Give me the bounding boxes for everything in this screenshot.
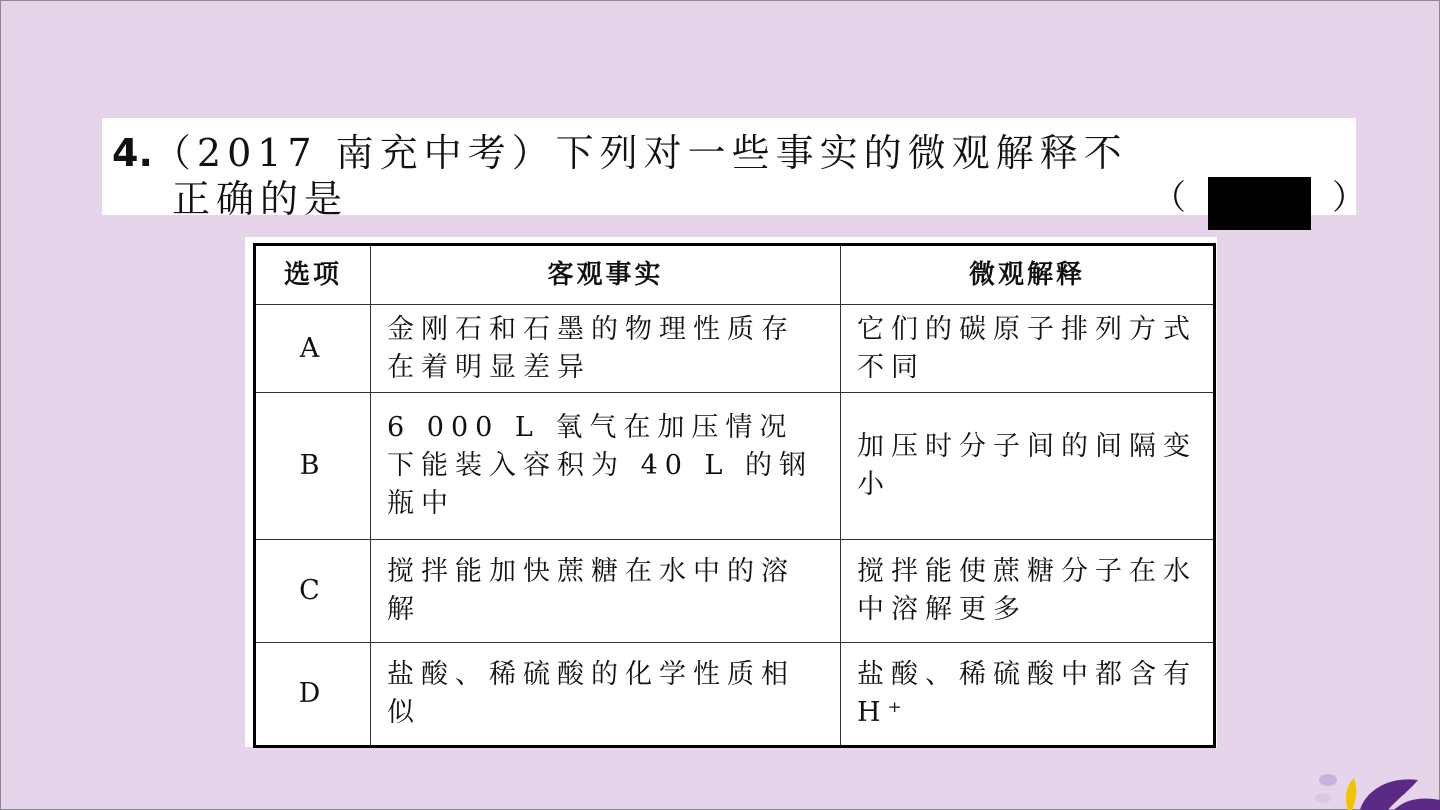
row-fact: 金刚石和石墨的物理性质存在着明显差异 [371,305,841,393]
row-explanation: 它们的碳原子排列方式不同 [841,305,1215,393]
header-fact: 客观事实 [371,245,841,305]
table-row [255,305,1215,393]
table-header-row [255,245,1215,305]
row-option: B [255,393,371,540]
row-explanation: 搅拌能使蔗糖分子在水中溶解更多 [841,540,1215,643]
header-option: 选项 [255,245,371,305]
question-text-1: （2017 南充中考）下列对一些事实的微观解释不 [152,131,1128,175]
question-number: 4. [112,131,153,175]
table-row [255,540,1215,643]
question-box [102,118,1366,221]
logo-lavender-petal [1319,774,1337,786]
row-explanation: 盐酸、稀硫酸中都含有 H⁺ [841,643,1215,747]
answer-paren-open: （ [1152,178,1186,218]
row-fact: 搅拌能加快蔗糖在水中的溶解 [371,540,841,643]
corner-logo [1290,740,1440,810]
logo-purple-base [1394,798,1440,810]
row-explanation: 加压时分子间的间隔变小 [841,393,1215,540]
row-fact: 盐酸、稀硫酸的化学性质相似 [371,643,841,747]
header-explanation: 微观解释 [841,245,1215,305]
answer-mask [1208,177,1311,230]
logo-light-petal [1315,793,1331,803]
answer-paren-close: ） [1332,178,1366,218]
row-option: C [255,540,371,643]
logo-yellow-petal [1346,778,1356,810]
table-row [255,393,1215,540]
table-row [255,643,1215,747]
facts-table [253,243,1216,748]
table-wrap [245,237,1217,747]
row-option: D [255,643,371,747]
question-line-2: 正确的是 [172,177,349,221]
row-fact: 6 000 L 氧气在加压情况下能装入容积为 40 L 的钢瓶中 [371,393,841,540]
row-option: A [255,305,371,393]
